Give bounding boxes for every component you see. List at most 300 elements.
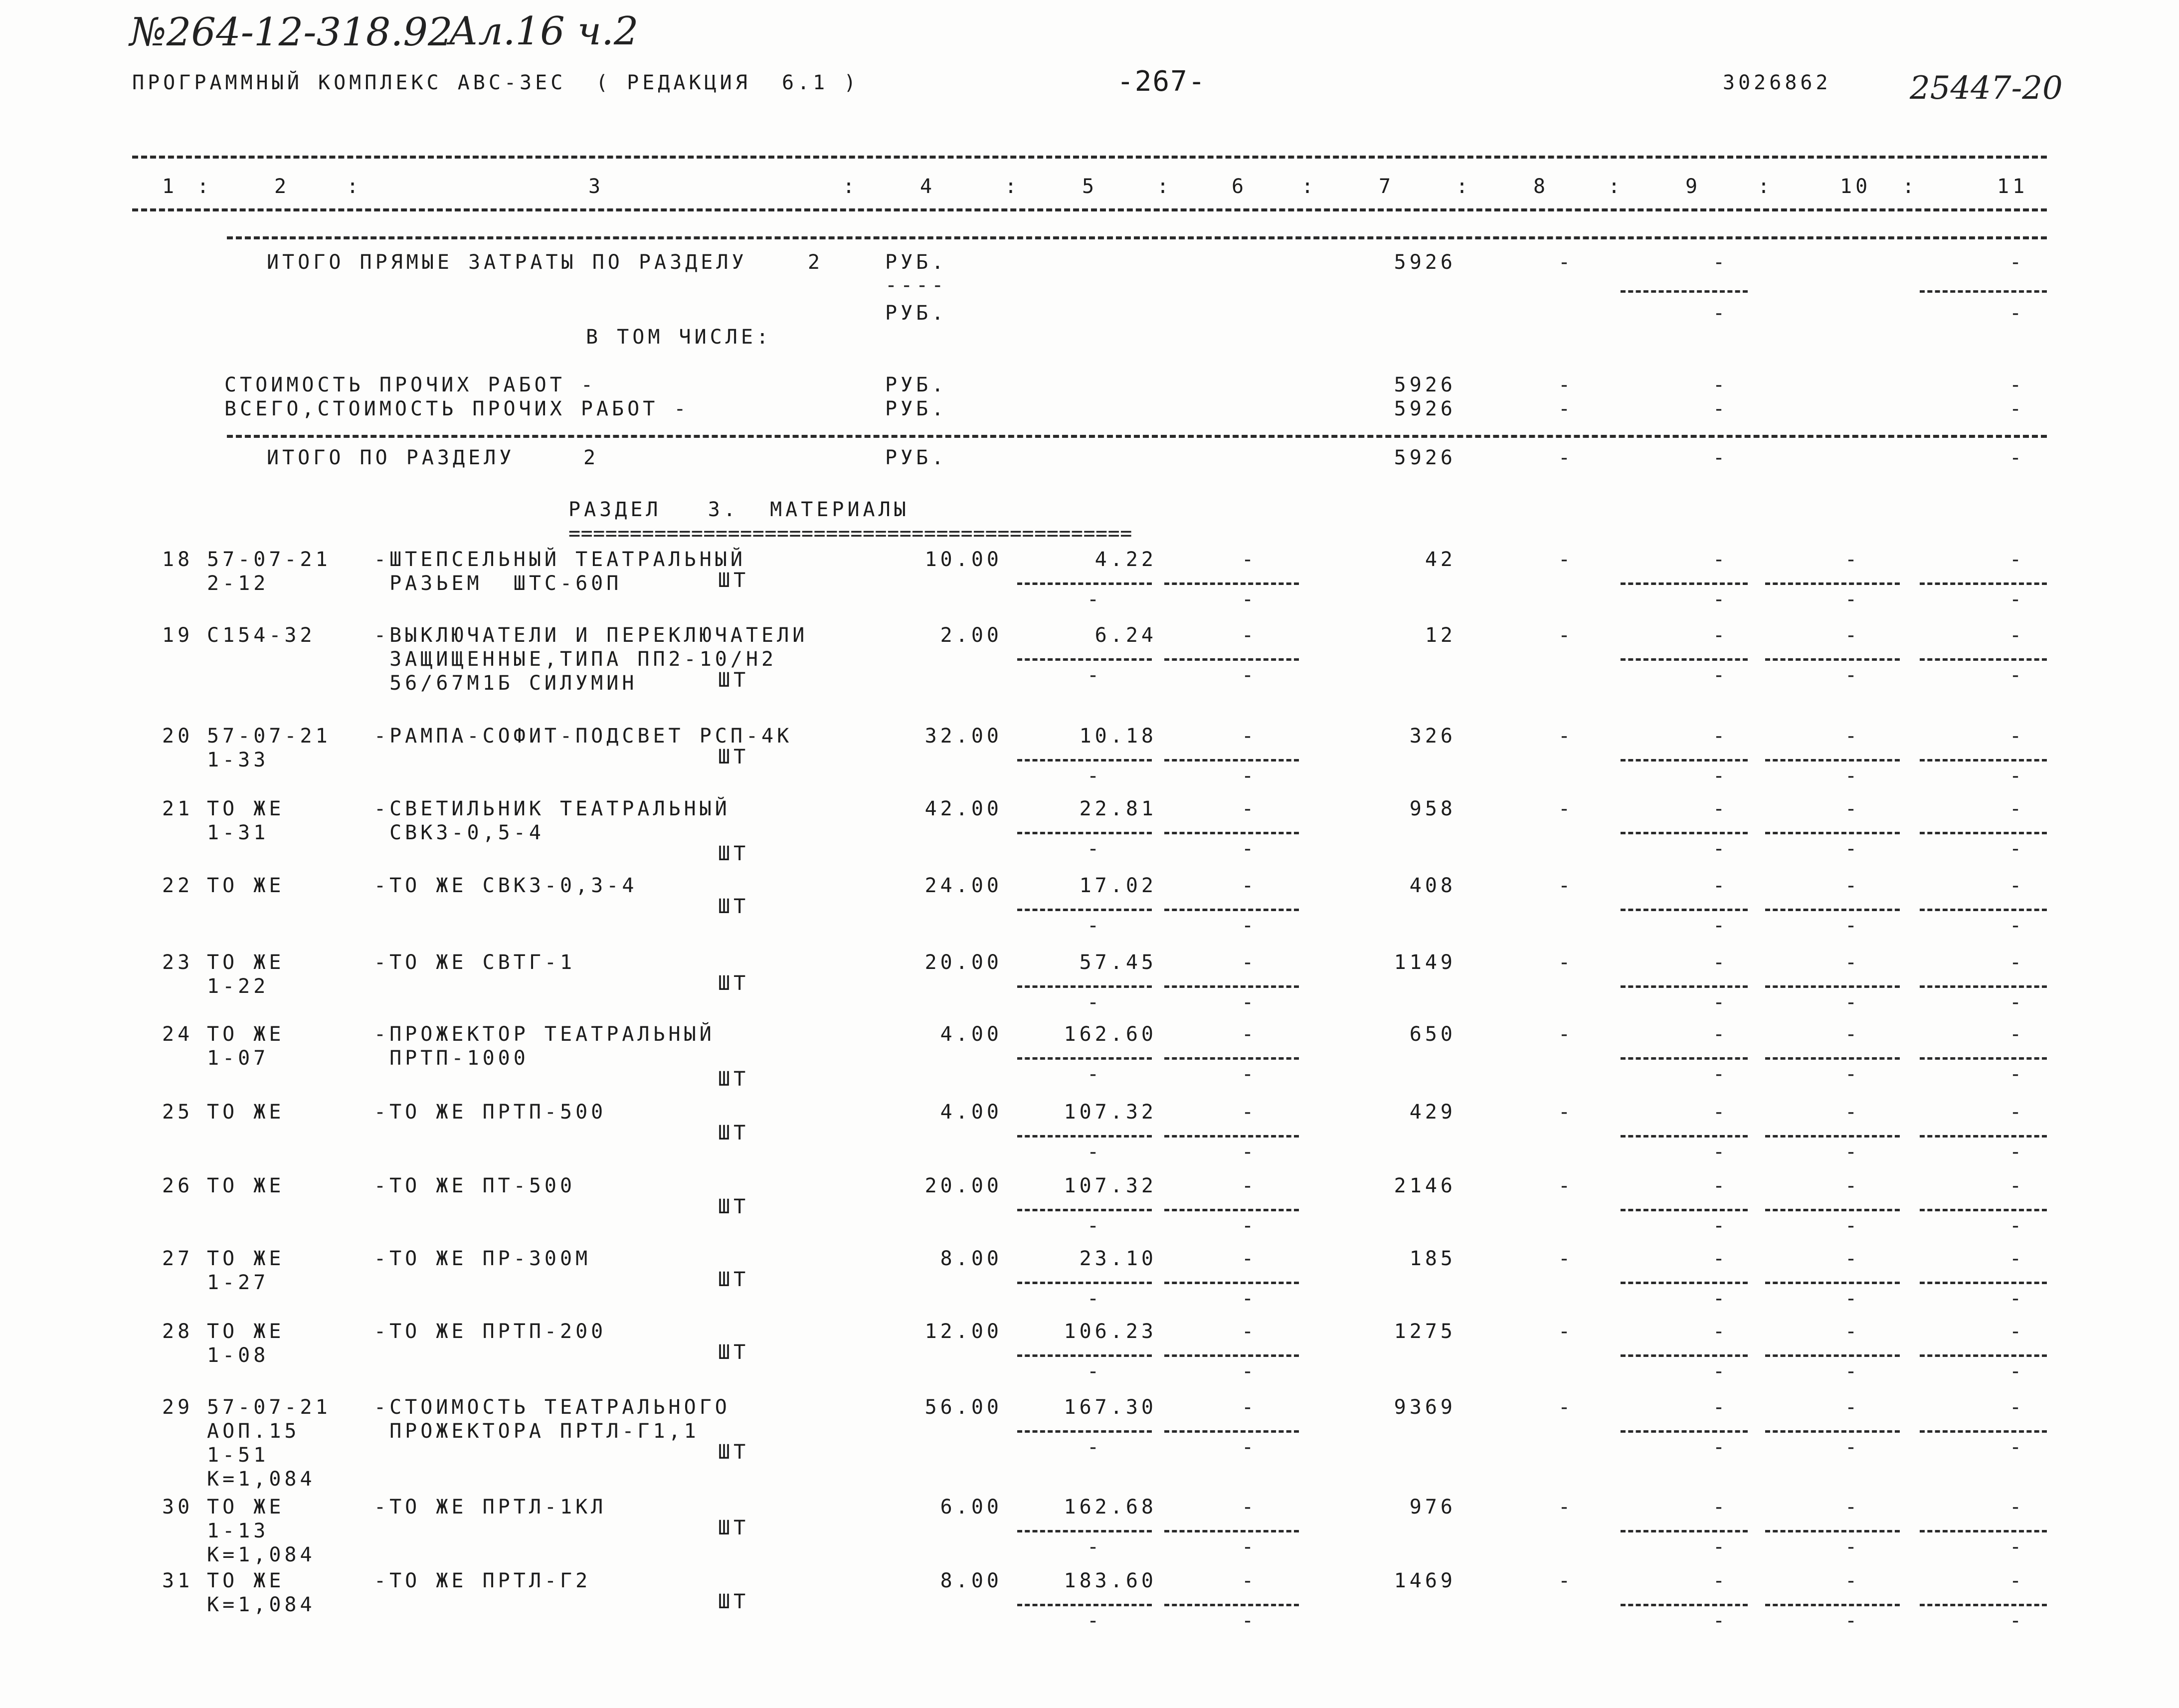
- row-col8-mark: -: [1558, 1023, 1574, 1046]
- row-unit: ШТ: [718, 842, 749, 865]
- section-total-rule: [227, 435, 2047, 438]
- row-sub-mark: -: [1845, 588, 1861, 611]
- row-rule-col10: [1765, 1354, 1900, 1357]
- row-rule-col6: [1164, 909, 1299, 911]
- row-sub-mark: -: [2009, 1609, 2025, 1632]
- row-col11-mark: -: [2009, 548, 2025, 571]
- row-col10-mark: -: [1845, 797, 1861, 820]
- row-number: 19: [162, 624, 193, 647]
- row-rule-col6: [1164, 1430, 1299, 1433]
- row-sub-mark: -: [1087, 588, 1103, 611]
- row-total: 9369: [1394, 1396, 1456, 1419]
- row-name: -ШТЕПСЕЛЬНЫЙ ТЕАТРАЛЬНЫЙ: [374, 548, 746, 571]
- row-rule-col11: [1920, 1057, 2047, 1060]
- row-unit: ШТ: [718, 1268, 749, 1291]
- row-sub-mark: -: [1845, 1360, 1861, 1383]
- row-quantity: 12.00: [924, 1320, 1002, 1343]
- row-total: 1275: [1394, 1320, 1456, 1343]
- total-other-works-label: ВСЕГО,СТОИМОСТЬ ПРОЧИХ РАБОТ -: [224, 397, 690, 420]
- row-col6-mark: -: [1242, 1569, 1258, 1592]
- row-name: -ТО ЖЕ ПРТП-500: [374, 1101, 607, 1124]
- row-rule-col11: [1920, 832, 2047, 834]
- row-col9-mark: -: [1713, 874, 1729, 897]
- row-sub-mark: -: [2009, 991, 2025, 1014]
- row-name: -ТО ЖЕ ПТ-500: [374, 1174, 576, 1197]
- row-rule-col10: [1765, 1604, 1900, 1606]
- row-quantity: 8.00: [940, 1247, 1002, 1270]
- row-col6-mark: -: [1242, 1320, 1258, 1343]
- row-col9-mark: -: [1713, 1396, 1729, 1419]
- row-sub-mark: -: [1242, 1436, 1258, 1459]
- other-works-value: 5926: [1394, 374, 1456, 396]
- row-sub-mark: -: [1845, 914, 1861, 937]
- column-separator: :: [1157, 175, 1173, 198]
- row-rule-col11: [1920, 1430, 2047, 1433]
- subtotal-rule-col11: [1920, 290, 2047, 293]
- column-number-5: 5: [1082, 175, 1098, 198]
- row-number: 25: [162, 1101, 193, 1124]
- row-col11-mark: -: [2009, 1247, 2025, 1270]
- row-col9-mark: -: [1713, 1320, 1729, 1343]
- row-col10-mark: -: [1845, 1023, 1861, 1046]
- row-col6-mark: -: [1242, 1396, 1258, 1419]
- header-rule-bottom: [132, 208, 2047, 211]
- row-sub-mark: -: [1242, 664, 1258, 687]
- column-number-3: 3: [588, 175, 604, 198]
- row-sub-mark: -: [1242, 1535, 1258, 1558]
- row-col10-mark: -: [1845, 1247, 1861, 1270]
- row-code: 1-13: [207, 1519, 269, 1542]
- row-col6-mark: -: [1242, 1023, 1258, 1046]
- row-code: К=1,084: [207, 1468, 316, 1491]
- row-rule-col6: [1164, 1282, 1299, 1284]
- page-number: -267-: [1117, 65, 1206, 98]
- row-rule-price: [1017, 909, 1152, 911]
- row-sub-mark: -: [1087, 1436, 1103, 1459]
- row-sub-mark: -: [2009, 1535, 2025, 1558]
- row-col10-mark: -: [1845, 1320, 1861, 1343]
- row-sub-mark: -: [1845, 1436, 1861, 1459]
- column-number-7: 7: [1379, 175, 1395, 198]
- row-number: 27: [162, 1247, 193, 1270]
- row-col11-mark: -: [2009, 1023, 2025, 1046]
- row-col6-mark: -: [1242, 1101, 1258, 1124]
- rub-underline: ----: [885, 274, 947, 297]
- row-rule-price: [1017, 658, 1152, 661]
- row-unit: ШТ: [718, 1122, 749, 1144]
- row-col9-mark: -: [1713, 1023, 1729, 1046]
- row-code: 57-07-21: [207, 725, 331, 748]
- row-sub-mark: -: [2009, 588, 2025, 611]
- column-number-9: 9: [1685, 175, 1701, 198]
- row-quantity: 2.00: [940, 624, 1002, 647]
- row-rule-col11: [1920, 1604, 2047, 1606]
- row-sub-mark: -: [1713, 1360, 1729, 1383]
- row-rule-price: [1017, 1209, 1152, 1211]
- row-price: 22.81: [1079, 797, 1157, 820]
- row-sub-mark: -: [2009, 914, 2025, 937]
- row-col6-mark: -: [1242, 874, 1258, 897]
- row-name: ПРОЖЕКТОРА ПРТЛ-Г1,1: [374, 1420, 700, 1443]
- row-rule-price: [1017, 1604, 1152, 1606]
- row-rule-col6: [1164, 1057, 1299, 1060]
- row-rule-price: [1017, 1057, 1152, 1060]
- program-edition: ( РЕДАКЦИЯ 6.1 ): [596, 71, 860, 94]
- row-col10-mark: -: [1845, 874, 1861, 897]
- row-number: 21: [162, 797, 193, 820]
- row-unit: ШТ: [718, 669, 749, 692]
- empty-mark: -: [1558, 446, 1574, 469]
- row-col8-mark: -: [1558, 1496, 1574, 1518]
- row-rule-col11: [1920, 1354, 2047, 1357]
- row-col8-mark: -: [1558, 951, 1574, 974]
- empty-mark: -: [2009, 446, 2025, 469]
- row-sub-mark: -: [1845, 764, 1861, 787]
- row-price: 6.24: [1094, 624, 1157, 647]
- column-separator: :: [1301, 175, 1317, 198]
- direct-costs-label: ИТОГО ПРЯМЫЕ ЗАТРАТЫ ПО РАЗДЕЛУ: [267, 251, 747, 274]
- row-col9-mark: -: [1713, 624, 1729, 647]
- column-number-8: 8: [1533, 175, 1549, 198]
- row-code: 1-22: [207, 975, 269, 998]
- row-code: 1-31: [207, 821, 269, 844]
- row-col6-mark: -: [1242, 624, 1258, 647]
- row-price: 162.68: [1064, 1496, 1157, 1518]
- row-sub-mark: -: [1087, 1287, 1103, 1310]
- row-sub-mark: -: [1087, 664, 1103, 687]
- row-rule-col9: [1621, 1057, 1748, 1060]
- column-number-4: 4: [920, 175, 936, 198]
- row-sub-mark: -: [2009, 664, 2025, 687]
- row-col10-mark: -: [1845, 1174, 1861, 1197]
- row-name: -СВЕТИЛЬНИК ТЕАТРАЛЬНЫЙ: [374, 797, 730, 820]
- row-sub-mark: -: [1713, 588, 1729, 611]
- row-code: ТО ЖЕ: [207, 1569, 285, 1592]
- row-quantity: 10.00: [924, 548, 1002, 571]
- row-unit: ШТ: [718, 972, 749, 995]
- row-sub-mark: -: [1845, 1609, 1861, 1632]
- row-sub-mark: -: [2009, 1287, 2025, 1310]
- row-sub-mark: -: [2009, 1214, 2025, 1237]
- row-unit: ШТ: [718, 569, 749, 592]
- row-price: 17.02: [1079, 874, 1157, 897]
- row-code: ТО ЖЕ: [207, 1247, 285, 1270]
- row-col11-mark: -: [2009, 1320, 2025, 1343]
- row-rule-col9: [1621, 658, 1748, 661]
- row-rule-col6: [1164, 1530, 1299, 1532]
- total-other-works-value: 5926: [1394, 397, 1456, 420]
- row-unit: ШТ: [718, 895, 749, 918]
- row-sub-mark: -: [1845, 1535, 1861, 1558]
- row-col11-mark: -: [2009, 797, 2025, 820]
- row-col9-mark: -: [1713, 725, 1729, 748]
- row-name: СВКЗ-0,5-4: [374, 821, 545, 844]
- row-col9-mark: -: [1713, 797, 1729, 820]
- row-number: 22: [162, 874, 193, 897]
- row-col10-mark: -: [1845, 1496, 1861, 1518]
- row-number: 28: [162, 1320, 193, 1343]
- row-name: -РАМПА-СОФИТ-ПОДСВЕТ РСП-4К: [374, 725, 793, 748]
- column-separator: :: [1005, 175, 1021, 198]
- row-col6-mark: -: [1242, 725, 1258, 748]
- row-sub-mark: -: [2009, 1140, 2025, 1163]
- row-total: 408: [1409, 874, 1456, 897]
- empty-mark: -: [2009, 374, 2025, 396]
- row-sub-mark: -: [1087, 914, 1103, 937]
- row-sub-mark: -: [1845, 1063, 1861, 1086]
- row-code: К=1,084: [207, 1543, 316, 1566]
- row-col8-mark: -: [1558, 1569, 1574, 1592]
- row-rule-col11: [1920, 909, 2047, 911]
- row-code: ТО ЖЕ: [207, 1496, 285, 1518]
- section-total-label: ИТОГО ПО РАЗДЕЛУ: [267, 446, 515, 469]
- row-sub-mark: -: [1242, 1609, 1258, 1632]
- direct-costs-value: 5926: [1394, 251, 1456, 274]
- empty-mark: -: [1713, 374, 1729, 396]
- row-col9-mark: -: [1713, 1496, 1729, 1518]
- row-sub-mark: -: [1087, 837, 1103, 860]
- row-sub-mark: -: [1242, 764, 1258, 787]
- row-quantity: 56.00: [924, 1396, 1002, 1419]
- row-quantity: 8.00: [940, 1569, 1002, 1592]
- row-unit: ШТ: [718, 1517, 749, 1539]
- row-rule-col9: [1621, 759, 1748, 761]
- row-code: ТО ЖЕ: [207, 1023, 285, 1046]
- row-unit: ШТ: [718, 746, 749, 768]
- row-col10-mark: -: [1845, 624, 1861, 647]
- row-rule-price: [1017, 1282, 1152, 1284]
- column-separator: :: [347, 175, 363, 198]
- summary-rule-top: [227, 236, 2047, 239]
- row-sub-mark: -: [2009, 1063, 2025, 1086]
- row-sub-mark: -: [1713, 991, 1729, 1014]
- row-name: -СТОИМОСТЬ ТЕАТРАЛЬНОГО: [374, 1396, 730, 1419]
- row-total: 976: [1409, 1496, 1456, 1518]
- row-rule-col10: [1765, 658, 1900, 661]
- section-total-section: 2: [583, 446, 599, 469]
- row-sub-mark: -: [1713, 664, 1729, 687]
- empty-mark: -: [1713, 302, 1729, 325]
- row-sub-mark: -: [1242, 914, 1258, 937]
- row-name: -ТО ЖЕ ПРТП-200: [374, 1320, 607, 1343]
- empty-mark: -: [1713, 397, 1729, 420]
- column-separator: :: [1608, 175, 1624, 198]
- row-code: 1-08: [207, 1344, 269, 1367]
- row-col9-mark: -: [1713, 548, 1729, 571]
- row-sub-mark: -: [1242, 1360, 1258, 1383]
- row-code: 57-07-21: [207, 1396, 331, 1419]
- row-price: 57.45: [1079, 951, 1157, 974]
- row-name: -ТО ЖЕ ПРТЛ-1КЛ: [374, 1496, 607, 1518]
- row-col6-mark: -: [1242, 797, 1258, 820]
- row-total: 429: [1409, 1101, 1456, 1124]
- row-code: АОП.15: [207, 1420, 300, 1443]
- row-sub-mark: -: [1087, 1609, 1103, 1632]
- row-col11-mark: -: [2009, 1396, 2025, 1419]
- row-rule-col6: [1164, 1209, 1299, 1211]
- column-number-1: 1: [162, 175, 178, 198]
- row-total: 2146: [1394, 1174, 1456, 1197]
- row-number: 31: [162, 1569, 193, 1592]
- row-rule-col11: [1920, 1209, 2047, 1211]
- row-price: 4.22: [1094, 548, 1157, 571]
- row-code: С154-32: [207, 624, 316, 647]
- row-code: ТО ЖЕ: [207, 874, 285, 897]
- empty-mark: -: [1558, 251, 1574, 274]
- row-sub-mark: -: [1845, 1287, 1861, 1310]
- row-price: 162.60: [1064, 1023, 1157, 1046]
- row-rule-col10: [1765, 1057, 1900, 1060]
- row-sub-mark: -: [1087, 1535, 1103, 1558]
- row-code: К=1,084: [207, 1593, 316, 1616]
- column-number-10: 10: [1840, 175, 1871, 198]
- row-col6-mark: -: [1242, 1247, 1258, 1270]
- row-col8-mark: -: [1558, 725, 1574, 748]
- row-sub-mark: -: [1713, 1063, 1729, 1086]
- row-sub-mark: -: [1242, 991, 1258, 1014]
- row-sub-mark: -: [1087, 764, 1103, 787]
- row-col10-mark: -: [1845, 1396, 1861, 1419]
- row-price: 107.32: [1064, 1101, 1157, 1124]
- row-unit: ШТ: [718, 1590, 749, 1613]
- section-title-underline: ==============================================: [568, 522, 1132, 545]
- row-col8-mark: -: [1558, 624, 1574, 647]
- row-total: 958: [1409, 797, 1456, 820]
- row-sub-mark: -: [1845, 991, 1861, 1014]
- row-col6-mark: -: [1242, 1174, 1258, 1197]
- row-rule-col6: [1164, 985, 1299, 988]
- row-col11-mark: -: [2009, 1569, 2025, 1592]
- row-name: -ТО ЖЕ СВТГ-1: [374, 951, 576, 974]
- row-quantity: 6.00: [940, 1496, 1002, 1518]
- row-number: 29: [162, 1396, 193, 1419]
- row-sub-mark: -: [1713, 1436, 1729, 1459]
- row-price: 183.60: [1064, 1569, 1157, 1592]
- row-sub-mark: -: [1713, 1609, 1729, 1632]
- row-sub-mark: -: [2009, 837, 2025, 860]
- row-rule-price: [1017, 985, 1152, 988]
- program-name: ПРОГРАММНЫЙ КОМПЛЕКС АВС-3ЕС: [132, 71, 566, 94]
- row-code: 2-12: [207, 572, 269, 595]
- row-quantity: 4.00: [940, 1101, 1002, 1124]
- row-code: 1-27: [207, 1271, 269, 1294]
- row-number: 18: [162, 548, 193, 571]
- row-code: ТО ЖЕ: [207, 1101, 285, 1124]
- row-rule-col6: [1164, 582, 1299, 585]
- row-sub-mark: -: [1845, 837, 1861, 860]
- row-rule-col9: [1621, 909, 1748, 911]
- row-number: 20: [162, 725, 193, 748]
- row-quantity: 20.00: [924, 1174, 1002, 1197]
- row-rule-col11: [1920, 1530, 2047, 1532]
- row-sub-mark: -: [1242, 1063, 1258, 1086]
- empty-mark: -: [1558, 374, 1574, 396]
- rub-label: РУБ.: [885, 302, 947, 325]
- row-col9-mark: -: [1713, 951, 1729, 974]
- rub-label: РУБ.: [885, 374, 947, 396]
- row-col6-mark: -: [1242, 548, 1258, 571]
- row-rule-col10: [1765, 1530, 1900, 1532]
- row-col8-mark: -: [1558, 797, 1574, 820]
- row-col10-mark: -: [1845, 1569, 1861, 1592]
- row-rule-price: [1017, 832, 1152, 834]
- row-sub-mark: -: [2009, 1360, 2025, 1383]
- column-number-6: 6: [1232, 175, 1248, 198]
- row-price: 10.18: [1079, 725, 1157, 748]
- row-rule-col9: [1621, 582, 1748, 585]
- row-rule-col10: [1765, 1430, 1900, 1433]
- column-separator: :: [197, 175, 213, 198]
- row-name: -ТО ЖЕ СВКЗ-0,3-4: [374, 874, 638, 897]
- row-col11-mark: -: [2009, 951, 2025, 974]
- row-sub-mark: -: [1713, 1140, 1729, 1163]
- row-rule-col10: [1765, 582, 1900, 585]
- row-col10-mark: -: [1845, 1101, 1861, 1124]
- row-rule-col11: [1920, 985, 2047, 988]
- row-col6-mark: -: [1242, 1496, 1258, 1518]
- row-name: -ПРОЖЕКТОР ТЕАТРАЛЬНЫЙ: [374, 1023, 715, 1046]
- row-number: 24: [162, 1023, 193, 1046]
- row-code: 1-07: [207, 1047, 269, 1070]
- row-sub-mark: -: [1087, 991, 1103, 1014]
- document-code: 3026862: [1723, 71, 1831, 94]
- row-rule-col10: [1765, 1282, 1900, 1284]
- row-sub-mark: -: [1713, 764, 1729, 787]
- direct-costs-section: 2: [808, 251, 824, 274]
- row-number: 26: [162, 1174, 193, 1197]
- row-col6-mark: -: [1242, 951, 1258, 974]
- row-rule-col9: [1621, 1135, 1748, 1138]
- row-name: ПРТП-1000: [374, 1047, 529, 1070]
- row-col9-mark: -: [1713, 1101, 1729, 1124]
- rub-label: РУБ.: [885, 251, 947, 274]
- row-col8-mark: -: [1558, 1174, 1574, 1197]
- row-quantity: 24.00: [924, 874, 1002, 897]
- row-sub-mark: -: [1087, 1360, 1103, 1383]
- rub-label: РУБ.: [885, 446, 947, 469]
- row-sub-mark: -: [1242, 588, 1258, 611]
- row-code: ТО ЖЕ: [207, 951, 285, 974]
- row-rule-col6: [1164, 1354, 1299, 1357]
- row-sub-mark: -: [1087, 1140, 1103, 1163]
- row-total: 1149: [1394, 951, 1456, 974]
- row-total: 12: [1425, 624, 1456, 647]
- row-name: -ТО ЖЕ ПР-300М: [374, 1247, 591, 1270]
- empty-mark: -: [2009, 397, 2025, 420]
- row-name: РАЗЬЕМ ШТС-60П: [374, 572, 622, 595]
- row-rule-col9: [1621, 985, 1748, 988]
- row-total: 185: [1409, 1247, 1456, 1270]
- row-price: 23.10: [1079, 1247, 1157, 1270]
- row-rule-col9: [1621, 1209, 1748, 1211]
- row-sub-mark: -: [1242, 837, 1258, 860]
- row-code: 57-07-21: [207, 548, 331, 571]
- row-unit: ШТ: [718, 1195, 749, 1218]
- row-col8-mark: -: [1558, 548, 1574, 571]
- row-rule-price: [1017, 1530, 1152, 1532]
- row-rule-col6: [1164, 832, 1299, 834]
- row-total: 1469: [1394, 1569, 1456, 1592]
- row-rule-col11: [1920, 1282, 2047, 1284]
- row-rule-col11: [1920, 658, 2047, 661]
- row-rule-col6: [1164, 658, 1299, 661]
- row-rule-col9: [1621, 1282, 1748, 1284]
- row-sub-mark: -: [1713, 1214, 1729, 1237]
- row-rule-col10: [1765, 985, 1900, 988]
- row-quantity: 20.00: [924, 951, 1002, 974]
- handwritten-doc-number: 25447-20: [1910, 70, 2063, 107]
- row-unit: ШТ: [718, 1441, 749, 1464]
